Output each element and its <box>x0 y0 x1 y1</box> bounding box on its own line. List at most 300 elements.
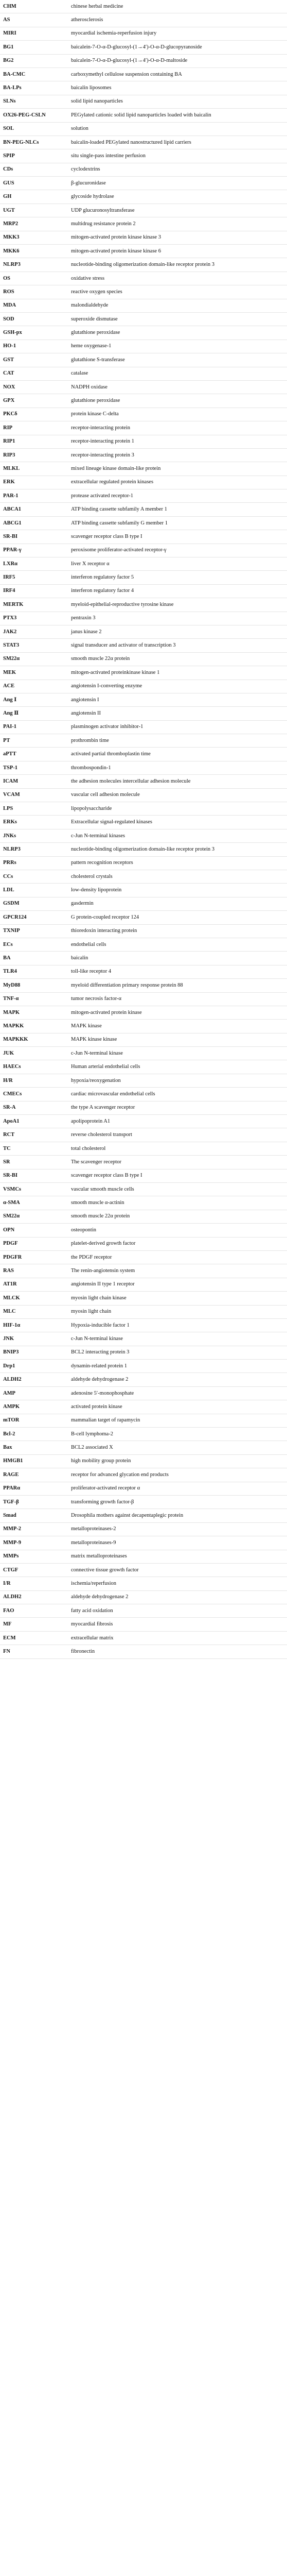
full-term-cell: fatty acid oxidation <box>69 1604 287 1618</box>
abbreviation-cell: MMPs <box>0 1550 69 1563</box>
table-row <box>0 584 287 598</box>
abbreviation-cell: GST <box>0 353 69 367</box>
abbreviation-cell: MF <box>0 1618 69 1631</box>
abbreviation-cell: ECs <box>0 938 69 951</box>
full-term-cell: mammalian target of rapamycin <box>69 1414 287 1427</box>
abbreviation-cell: MERTK <box>0 598 69 612</box>
abbreviation-cell: α-SMA <box>0 1196 69 1210</box>
table-row <box>0 1604 287 1618</box>
table-row <box>0 1522 287 1536</box>
full-term-cell: G protein-coupled receptor 124 <box>69 911 287 924</box>
abbreviation-cell: IRF5 <box>0 571 69 584</box>
abbreviation-cell: PT <box>0 734 69 748</box>
table-row <box>0 135 287 149</box>
abbreviation-cell: ALDH2 <box>0 1373 69 1386</box>
full-term-cell: peroxisome proliferator-activated receptor-γ <box>69 544 287 557</box>
abbreviation-cell: LDL <box>0 884 69 897</box>
table-row <box>0 761 287 774</box>
full-term-cell: proliferator-activated receptor α <box>69 1482 287 1495</box>
full-term-cell: the type A scavenger receptor <box>69 1101 287 1114</box>
full-term-cell: the PDGF receptor <box>69 1250 287 1264</box>
table-row <box>0 326 287 340</box>
full-term-cell: smooth muscle α-actinin <box>69 1196 287 1210</box>
full-term-cell: interferon regulatory factor 4 <box>69 584 287 598</box>
abbreviation-cell: ICAM <box>0 775 69 788</box>
abbreviation-cell: MLC <box>0 1305 69 1318</box>
abbreviation-cell: MEK <box>0 666 69 680</box>
full-term-cell: PEGylated cationic solid lipid nanoparticles loaded with baicalin <box>69 109 287 122</box>
abbreviation-cell: SLNs <box>0 95 69 108</box>
full-term-cell: pentraxin 3 <box>69 612 287 625</box>
table-row <box>0 1169 287 1182</box>
full-term-cell: angiotensin I-converting enzyme <box>69 680 287 693</box>
table-row <box>0 258 287 272</box>
abbreviation-cell: MAPK <box>0 1006 69 1019</box>
abbreviation-cell: SR-BI <box>0 1169 69 1182</box>
abbreviation-cell: Drp1 <box>0 1360 69 1373</box>
full-term-cell: prothrombin time <box>69 734 287 748</box>
full-term-cell: mitogen-activated protein kinase kinase 3 <box>69 231 287 244</box>
table-row <box>0 707 287 720</box>
full-term-cell: hypoxia/reoxygenation <box>69 1074 287 1087</box>
full-term-cell: situ single-pass intestine perfusion <box>69 149 287 163</box>
table-row <box>0 1318 287 1332</box>
table-row <box>0 1020 287 1033</box>
table-row <box>0 1468 287 1482</box>
abbreviation-cell: PKCδ <box>0 408 69 421</box>
full-term-cell: catalase <box>69 367 287 380</box>
full-term-cell: mitogen-activated protein kinase <box>69 1006 287 1019</box>
full-term-cell: ATP binding cassette subfamily A member 1 <box>69 503 287 516</box>
abbreviation-cell: BN-PEG-NLCs <box>0 135 69 149</box>
abbreviation-cell: FAO <box>0 1604 69 1618</box>
table-row <box>0 0 287 13</box>
table-row <box>0 1563 287 1577</box>
abbreviation-cell: GSDM <box>0 897 69 910</box>
full-term-cell: aldehyde dehydrogenase 2 <box>69 1373 287 1386</box>
table-row <box>0 367 287 380</box>
abbreviation-cell: SPIP <box>0 149 69 163</box>
full-term-cell: chinese herbal medicine <box>69 0 287 13</box>
abbreviation-cell: Bax <box>0 1441 69 1454</box>
table-row <box>0 1346 287 1359</box>
full-term-cell: Human arterial endothelial cells <box>69 1060 287 1074</box>
full-term-cell: baicalin-loaded PEGylated nanostructured lipid carriers <box>69 135 287 149</box>
full-term-cell: baicalein-7-O-α-D-glucosyl-(1→4′)-O-α-D-glucopyranoside <box>69 41 287 54</box>
abbreviation-cell: CCs <box>0 870 69 884</box>
table-row <box>0 1210 287 1223</box>
full-term-cell: signal transducer and activator of transcription 3 <box>69 639 287 652</box>
abbreviation-cell: MRP2 <box>0 217 69 231</box>
full-term-cell: toll-like receptor 4 <box>69 965 287 978</box>
table-row <box>0 67 287 81</box>
table-row <box>0 177 287 190</box>
abbreviation-cell: AMPK <box>0 1400 69 1414</box>
abbreviation-cell: TC <box>0 1142 69 1155</box>
abbreviation-cell: CMECs <box>0 1088 69 1101</box>
abbreviation-cell: H/R <box>0 1074 69 1087</box>
abbreviation-cell: Smad <box>0 1509 69 1522</box>
full-term-cell: metalloproteinases-9 <box>69 1536 287 1550</box>
table-row <box>0 938 287 951</box>
full-term-cell: receptor for advanced glycation end products <box>69 1468 287 1482</box>
abbreviation-cell: CTGF <box>0 1563 69 1577</box>
abbreviation-cell: OS <box>0 272 69 285</box>
table-row <box>0 1618 287 1631</box>
full-term-cell: atherosclerosis <box>69 13 287 27</box>
table-row <box>0 1115 287 1128</box>
table-row <box>0 693 287 706</box>
table-row <box>0 245 287 258</box>
full-term-cell: aldehyde dehydrogenase 2 <box>69 1590 287 1604</box>
full-term-cell: glutathione peroxidase <box>69 394 287 408</box>
full-term-cell: myeloid-epithelial-reproductive tyrosine kinase <box>69 598 287 612</box>
full-term-cell: plasminogen activator inhibitor-1 <box>69 720 287 734</box>
abbreviation-cell: NOX <box>0 380 69 394</box>
full-term-cell: Hypoxia-inducible factor 1 <box>69 1318 287 1332</box>
full-term-cell: angiotensin II type 1 receptor <box>69 1278 287 1291</box>
table-row <box>0 122 287 135</box>
full-term-cell: scavenger receptor class B type I <box>69 1169 287 1182</box>
table-row <box>0 884 287 897</box>
table-row <box>0 1292 287 1305</box>
table-row <box>0 190 287 204</box>
abbreviation-cell: RIP <box>0 421 69 435</box>
table-row <box>0 1074 287 1087</box>
full-term-cell: baicalein-7-O-α-D-glucosyl-(1→4′)-O-α-D-maltoside <box>69 54 287 67</box>
table-row <box>0 476 287 489</box>
table-row <box>0 1305 287 1318</box>
full-term-cell: The renin-angiotensin system <box>69 1264 287 1278</box>
table-row <box>0 1577 287 1590</box>
table-row <box>0 1590 287 1604</box>
full-term-cell: vascular smooth muscle cells <box>69 1182 287 1196</box>
table-row <box>0 1631 287 1645</box>
table-row <box>0 41 287 54</box>
abbreviation-cell: MMP-9 <box>0 1536 69 1550</box>
table-row <box>0 530 287 544</box>
table-row <box>0 1033 287 1046</box>
table-row <box>0 435 287 448</box>
full-term-cell: extracellular regulated protein kinases <box>69 476 287 489</box>
table-row <box>0 788 287 802</box>
table-row <box>0 462 287 476</box>
abbreviation-cell: BA <box>0 952 69 965</box>
abbreviation-cell: HO-1 <box>0 340 69 353</box>
table-row <box>0 829 287 842</box>
abbreviation-cell: ERK <box>0 476 69 489</box>
abbreviation-cell: BG2 <box>0 54 69 67</box>
full-term-cell: c-Jun N-terminal kinases <box>69 829 287 842</box>
table-row <box>0 856 287 870</box>
abbreviation-cell: ABCG1 <box>0 516 69 530</box>
table-row <box>0 1156 287 1169</box>
full-term-cell: interferon regulatory factor 5 <box>69 571 287 584</box>
table-row <box>0 598 287 612</box>
full-term-cell: receptor-interacting protein <box>69 421 287 435</box>
full-term-cell: tumor necrosis factor-α <box>69 992 287 1006</box>
table-row <box>0 408 287 421</box>
table-row <box>0 27 287 40</box>
abbreviation-cell: MDA <box>0 299 69 312</box>
abbreviation-cell: AS <box>0 13 69 27</box>
table-row <box>0 272 287 285</box>
full-term-cell: superoxide dismutase <box>69 312 287 326</box>
table-row <box>0 1373 287 1386</box>
full-term-cell: UDP glucuronosyltransferase <box>69 204 287 217</box>
table-row <box>0 1142 287 1155</box>
abbreviation-cell: MAPKK <box>0 1020 69 1033</box>
table-row <box>0 748 287 761</box>
table-row <box>0 1428 287 1441</box>
table-row <box>0 1441 287 1454</box>
full-term-cell: gasdermin <box>69 897 287 910</box>
table-row <box>0 503 287 516</box>
full-term-cell: smooth muscle 22α protein <box>69 652 287 666</box>
full-term-cell: malondialdehyde <box>69 299 287 312</box>
table-row <box>0 924 287 938</box>
table-row <box>0 394 287 408</box>
table-row <box>0 1495 287 1509</box>
abbreviation-cell: ERKs <box>0 816 69 829</box>
abbreviation-cell: OX26-PEG-CSLN <box>0 109 69 122</box>
abbreviation-cell: FN <box>0 1645 69 1658</box>
abbreviation-cell: BNIP3 <box>0 1346 69 1359</box>
full-term-cell: protein kinase C-delta <box>69 408 287 421</box>
abbreviation-cell: VSMCs <box>0 1182 69 1196</box>
full-term-cell: cyclodextrins <box>69 163 287 176</box>
full-term-cell: heme oxygenase-1 <box>69 340 287 353</box>
table-row <box>0 149 287 163</box>
full-term-cell: B-cell lymphoma-2 <box>69 1428 287 1441</box>
abbreviation-cell: Bcl-2 <box>0 1428 69 1441</box>
table-row <box>0 652 287 666</box>
full-term-cell: apolipoprotein A1 <box>69 1115 287 1128</box>
table-row <box>0 544 287 557</box>
table-row <box>0 1536 287 1550</box>
table-row <box>0 1482 287 1495</box>
full-term-cell: platelet-derived growth factor <box>69 1237 287 1250</box>
full-term-cell: cardiac microvascular endothelial cells <box>69 1088 287 1101</box>
table-row <box>0 639 287 652</box>
table-row <box>0 1250 287 1264</box>
full-term-cell: The scavenger receptor <box>69 1156 287 1169</box>
table-row <box>0 1101 287 1114</box>
full-term-cell: adenosine 5′-monophosphate <box>69 1386 287 1400</box>
table-row <box>0 516 287 530</box>
full-term-cell: Drosophila mothers against decapentaplegic protein <box>69 1509 287 1522</box>
abbreviation-cell: TSP-1 <box>0 761 69 774</box>
abbreviation-cell: SOD <box>0 312 69 326</box>
full-term-cell: reactive oxygen species <box>69 285 287 299</box>
table-row <box>0 816 287 829</box>
abbreviation-cell: ApoA1 <box>0 1115 69 1128</box>
full-term-cell: myocardial ischemia-reperfusion injury <box>69 27 287 40</box>
table-row <box>0 1128 287 1142</box>
full-term-cell: angiotensin I <box>69 693 287 706</box>
table-row <box>0 1400 287 1414</box>
full-term-cell: ATP binding cassette subfamily G member 1 <box>69 516 287 530</box>
full-term-cell: smooth muscle 22α protein <box>69 1210 287 1223</box>
abbreviation-cell: PDGF <box>0 1237 69 1250</box>
abbreviation-cell: LPS <box>0 802 69 816</box>
abbreviation-cell: PRRs <box>0 856 69 870</box>
abbreviation-cell: PTX3 <box>0 612 69 625</box>
abbreviation-cell: BG1 <box>0 41 69 54</box>
full-term-cell: c-Jun N-terminal kinase <box>69 1047 287 1060</box>
full-term-cell: thioredoxin interacting protein <box>69 924 287 938</box>
abbreviation-cell: OPN <box>0 1224 69 1237</box>
abbreviation-cell: TXNIP <box>0 924 69 938</box>
full-term-cell: glycoside hydrolase <box>69 190 287 204</box>
table-row <box>0 1645 287 1658</box>
table-row <box>0 1264 287 1278</box>
abbreviation-cell: I/R <box>0 1577 69 1590</box>
full-term-cell: β-glucuronidase <box>69 177 287 190</box>
full-term-cell: angiotensin II <box>69 707 287 720</box>
table-row <box>0 965 287 978</box>
table-row <box>0 666 287 680</box>
full-term-cell: BCL2 associated X <box>69 1441 287 1454</box>
table-row <box>0 448 287 462</box>
abbreviation-cell: AMP <box>0 1386 69 1400</box>
table-row <box>0 1550 287 1563</box>
full-term-cell: endothelial cells <box>69 938 287 951</box>
table-row <box>0 1182 287 1196</box>
abbreviation-cell: ACE <box>0 680 69 693</box>
full-term-cell: multidrug resistance protein 2 <box>69 217 287 231</box>
abbreviation-cell: MyD88 <box>0 979 69 992</box>
full-term-cell: myocardial fibrosis <box>69 1618 287 1631</box>
full-term-cell: activated protein kinase <box>69 1400 287 1414</box>
abbreviation-cell: ECM <box>0 1631 69 1645</box>
abbreviation-cell: MLCK <box>0 1292 69 1305</box>
table-row <box>0 1509 287 1522</box>
abbreviation-cell: MKK3 <box>0 231 69 244</box>
full-term-cell: baicalin liposomes <box>69 81 287 95</box>
abbreviation-cell: PAR-1 <box>0 489 69 503</box>
abbreviation-cell: ALDH2 <box>0 1590 69 1604</box>
table-row <box>0 1060 287 1074</box>
table-row <box>0 911 287 924</box>
table-row <box>0 843 287 856</box>
abbreviation-cell: RIP3 <box>0 448 69 462</box>
abbreviation-cell: RAS <box>0 1264 69 1278</box>
abbreviation-cell: GSH-px <box>0 326 69 340</box>
table-row <box>0 952 287 965</box>
abbreviation-cell: CDs <box>0 163 69 176</box>
table-row <box>0 204 287 217</box>
abbreviation-cell: SOL <box>0 122 69 135</box>
full-term-cell: receptor-interacting protein 1 <box>69 435 287 448</box>
abbreviation-cell: PPAR-γ <box>0 544 69 557</box>
table-row <box>0 1224 287 1237</box>
table-row <box>0 1414 287 1427</box>
full-term-cell: baicalin <box>69 952 287 965</box>
abbreviation-cell: TNF-α <box>0 992 69 1006</box>
table-row <box>0 13 287 27</box>
full-term-cell: thrombospondin-1 <box>69 761 287 774</box>
full-term-cell: activated partial thromboplastin time <box>69 748 287 761</box>
abbreviation-cell: Ang Ⅱ <box>0 707 69 720</box>
abbreviation-cell: JAK2 <box>0 625 69 638</box>
abbreviation-cell: LXRα <box>0 557 69 571</box>
abbreviation-cell: BA-CMC <box>0 67 69 81</box>
table-row <box>0 897 287 910</box>
table-row <box>0 109 287 122</box>
table-row <box>0 1386 287 1400</box>
abbreviation-cell: aPTT <box>0 748 69 761</box>
abbreviation-cell: HIF-1α <box>0 1318 69 1332</box>
abbreviation-cell: TLR4 <box>0 965 69 978</box>
full-term-cell: solid lipid nanoparticles <box>69 95 287 108</box>
table-row <box>0 1278 287 1291</box>
full-term-cell: total cholesterol <box>69 1142 287 1155</box>
table-row <box>0 720 287 734</box>
full-term-cell: lipopolysaccharide <box>69 802 287 816</box>
full-term-cell: MAPK kinase <box>69 1020 287 1033</box>
abbreviation-cell: NLRP3 <box>0 843 69 856</box>
table-row <box>0 217 287 231</box>
table-row <box>0 612 287 625</box>
abbreviation-cell: SM22α <box>0 1210 69 1223</box>
abbreviation-cell: SR-BI <box>0 530 69 544</box>
table-row <box>0 1196 287 1210</box>
full-term-cell: NADPH oxidase <box>69 380 287 394</box>
table-row <box>0 1360 287 1373</box>
abbreviation-cell: SR-A <box>0 1101 69 1114</box>
table-row <box>0 340 287 353</box>
full-term-cell: reverse cholesterol transport <box>69 1128 287 1142</box>
table-row <box>0 163 287 176</box>
abbreviation-cell: TGF-β <box>0 1495 69 1509</box>
table-row <box>0 1454 287 1468</box>
table-row <box>0 870 287 884</box>
table-row <box>0 1237 287 1250</box>
full-term-cell: connective tissue growth factor <box>69 1563 287 1577</box>
full-term-cell: c-Jun N-terminal kinase <box>69 1332 287 1346</box>
abbreviation-cell: JNK <box>0 1332 69 1346</box>
full-term-cell: osteopontin <box>69 1224 287 1237</box>
table-row <box>0 299 287 312</box>
table-row <box>0 1332 287 1346</box>
full-term-cell: solution <box>69 122 287 135</box>
full-term-cell: the adhesion molecules intercellular adhesion molecule <box>69 775 287 788</box>
full-term-cell: nucleotide-binding oligomerization domain-like receptor protein 3 <box>69 258 287 272</box>
full-term-cell: low-density lipoprotein <box>69 884 287 897</box>
abbreviation-cell: GH <box>0 190 69 204</box>
abbreviation-cell: Ang Ⅰ <box>0 693 69 706</box>
table-row <box>0 557 287 571</box>
abbreviation-cell: VCAM <box>0 788 69 802</box>
full-term-cell: mixed lineage kinase domain-like protein <box>69 462 287 476</box>
table-row <box>0 353 287 367</box>
full-term-cell: metalloproteinases-2 <box>69 1522 287 1536</box>
full-term-cell: MAPK kinase kinase <box>69 1033 287 1046</box>
abbreviation-cell: SM22α <box>0 652 69 666</box>
full-term-cell: liver X receptor α <box>69 557 287 571</box>
table-row <box>0 421 287 435</box>
table-row <box>0 231 287 244</box>
abbreviation-cell: CHM <box>0 0 69 13</box>
table-row <box>0 1006 287 1019</box>
abbreviation-cell: PPARα <box>0 1482 69 1495</box>
abbreviation-cell: ROS <box>0 285 69 299</box>
table-row <box>0 1047 287 1060</box>
full-term-cell: glutathione S-transferase <box>69 353 287 367</box>
full-term-cell: vascular cell adhesion molecule <box>69 788 287 802</box>
table-row <box>0 571 287 584</box>
